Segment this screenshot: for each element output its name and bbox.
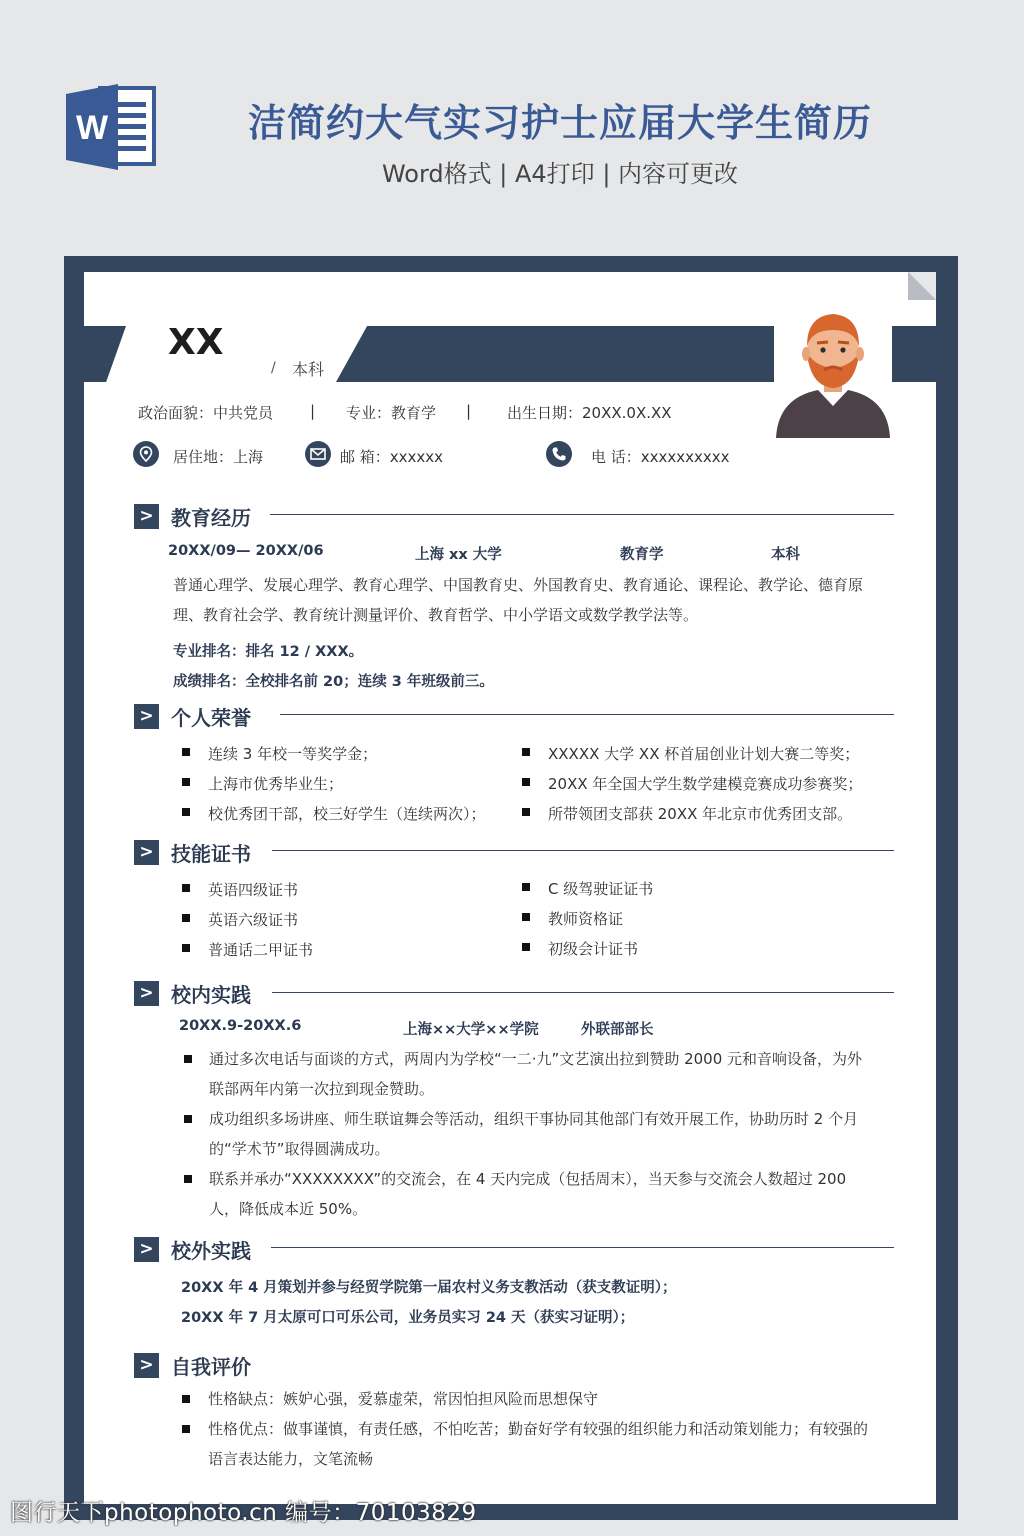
section-title: 自我评价: [171, 1355, 251, 1379]
chevron-right-icon: >: [134, 1237, 159, 1262]
bullet-icon: [522, 883, 530, 891]
chevron-right-icon: >: [134, 504, 159, 529]
list-item: 20XX 年 7 月太原可口可乐公司，业务员实习 24 天（获实习证明）；: [181, 1310, 635, 1326]
section-title: 个人荣誉: [171, 706, 251, 730]
location-icon: [133, 441, 159, 467]
campus-org: 上海××大学××学院: [403, 1022, 539, 1038]
svg-text:W: W: [75, 109, 109, 147]
bullet-icon: [182, 944, 190, 952]
bullet-icon: [182, 1395, 190, 1403]
section-divider: [271, 1247, 894, 1248]
list-item: 校优秀团干部，校三好学生（连续两次）；: [208, 805, 486, 823]
bullet-icon: [182, 778, 190, 786]
education-degree: 本科: [771, 547, 800, 563]
bullet-icon: [522, 778, 530, 786]
section-education-header: [134, 502, 251, 531]
education-courses: 普通心理学、发展心理学、教育心理学、中国教育史、外国教育史、教育通论、课程论、教学论、德育原理、教育社会学、教育统计测量评价、教育哲学、中小学语文或数学教学法等。: [173, 576, 864, 624]
section-divider: [280, 714, 894, 715]
chevron-right-icon: >: [134, 1353, 159, 1378]
chevron-right-icon: >: [134, 840, 159, 865]
word-icon: [64, 82, 158, 172]
section-external-header: [134, 1235, 251, 1264]
education-major: 教育学: [620, 547, 664, 563]
email-text: 邮 箱：xxxxxx: [340, 448, 444, 466]
bullet-icon: [522, 943, 530, 951]
page-fold-corner: [908, 272, 936, 300]
bullet-icon: [184, 1115, 192, 1123]
bullet-icon: [184, 1175, 192, 1183]
phone-icon: [546, 441, 572, 467]
section-campus-header: [134, 979, 251, 1008]
chevron-right-icon: >: [134, 981, 159, 1006]
bullet-icon: [182, 808, 190, 816]
list-item: 20XX 年全国大学生数学建模竞赛成功参赛奖；: [548, 775, 863, 793]
list-item: 20XX 年 4 月策划并参与经贸学院第一届农村义务支教活动（获支教证明）；: [181, 1280, 677, 1296]
list-item: C 级驾驶证证书: [548, 880, 654, 898]
list-item: 初级会计证书: [548, 940, 639, 958]
list-item: 教师资格证: [548, 910, 624, 928]
page-subtitle: Word格式 | A4打印 | 内容可更改: [381, 160, 739, 188]
section-divider: [272, 992, 894, 993]
list-item: 联系并承办“XXXXXXXX”的交流会，在 4 天内完成（包括周末），当天参与交流会人数超过 200 人，降低成本近 50%。: [209, 1170, 847, 1218]
politics-text: 政治面貌：中共党员: [138, 404, 274, 422]
name-separator: /: [271, 360, 276, 376]
section-skills-header: [134, 838, 251, 867]
grade-rank: 成绩排名：全校排名前 20；连续 3 年班级前三。: [173, 674, 494, 690]
resume-name: XX: [168, 322, 224, 363]
list-item: 连续 3 年校一等奖学金；: [208, 745, 378, 763]
section-title: 校内实践: [171, 983, 251, 1007]
section-title: 技能证书: [171, 842, 251, 866]
phone-text: 电 话：xxxxxxxxxx: [591, 448, 730, 466]
section-self-header: [134, 1351, 251, 1380]
section-title: 校外实践: [171, 1239, 251, 1263]
info-separator: |: [466, 402, 472, 420]
campus-period: 20XX.9-20XX.6: [179, 1018, 302, 1034]
bullet-icon: [182, 1425, 190, 1433]
list-item: 成功组织多场讲座、师生联谊舞会等活动，组织干事协同其他部门有效开展工作，协助历时 2 个月的“学术节”取得圆满成功。: [209, 1110, 859, 1158]
list-item: 通过多次电话与面谈的方式，两周内为学校“一二·九”文艺演出拉到赞助 2000 元和音响设备，为外联部两年内第一次拉到现金赞助。: [209, 1050, 863, 1098]
list-item: 性格优点：做事谨慎，有责任感，不怕吃苦；勤奋好学有较强的组织能力和活动策划能力；有较强的语言表达能力，文笔流畅: [208, 1420, 869, 1468]
education-period: 20XX/09— 20XX/06: [168, 543, 324, 559]
bullet-icon: [184, 1055, 192, 1063]
list-item: 性格缺点：嫉妒心强，爱慕虚荣，常因怕担风险而思想保守: [208, 1390, 599, 1408]
bullet-icon: [522, 913, 530, 921]
list-item: 普通话二甲证书: [208, 941, 314, 959]
chevron-right-icon: >: [134, 704, 159, 729]
email-icon: [305, 441, 331, 467]
avatar: [774, 274, 892, 438]
campus-role: 外联部部长: [581, 1022, 654, 1038]
section-divider: [272, 850, 894, 851]
bullet-icon: [182, 884, 190, 892]
section-title: 教育经历: [171, 506, 251, 530]
list-item: 英语六级证书: [208, 911, 299, 929]
residence-text: 居住地：上海: [173, 448, 264, 466]
section-honors-header: [134, 702, 251, 731]
bullet-icon: [182, 748, 190, 756]
bullet-icon: [522, 748, 530, 756]
major-text: 专业：教育学: [346, 404, 437, 422]
list-item: 所带领团支部获 20XX 年北京市优秀团支部。: [548, 805, 853, 823]
info-separator: |: [310, 402, 316, 420]
bullet-icon: [522, 808, 530, 816]
resume-degree: 本科: [292, 360, 325, 379]
education-school: 上海 xx 大学: [415, 547, 502, 563]
list-item: XXXXX 大学 XX 杯首届创业计划大赛二等奖；: [548, 745, 860, 763]
watermark: 图行天下photophoto.cn 编号：70103829: [10, 1500, 477, 1526]
bullet-icon: [182, 914, 190, 922]
list-item: 英语四级证书: [208, 881, 299, 899]
birth-text: 出生日期：20XX.0X.XX: [507, 404, 672, 422]
page-title: 洁简约大气实习护士应届大学生简历: [247, 101, 872, 145]
major-rank: 专业排名：排名 12 / XXX。: [173, 644, 364, 660]
section-divider: [270, 514, 894, 515]
list-item: 上海市优秀毕业生；: [208, 775, 344, 793]
